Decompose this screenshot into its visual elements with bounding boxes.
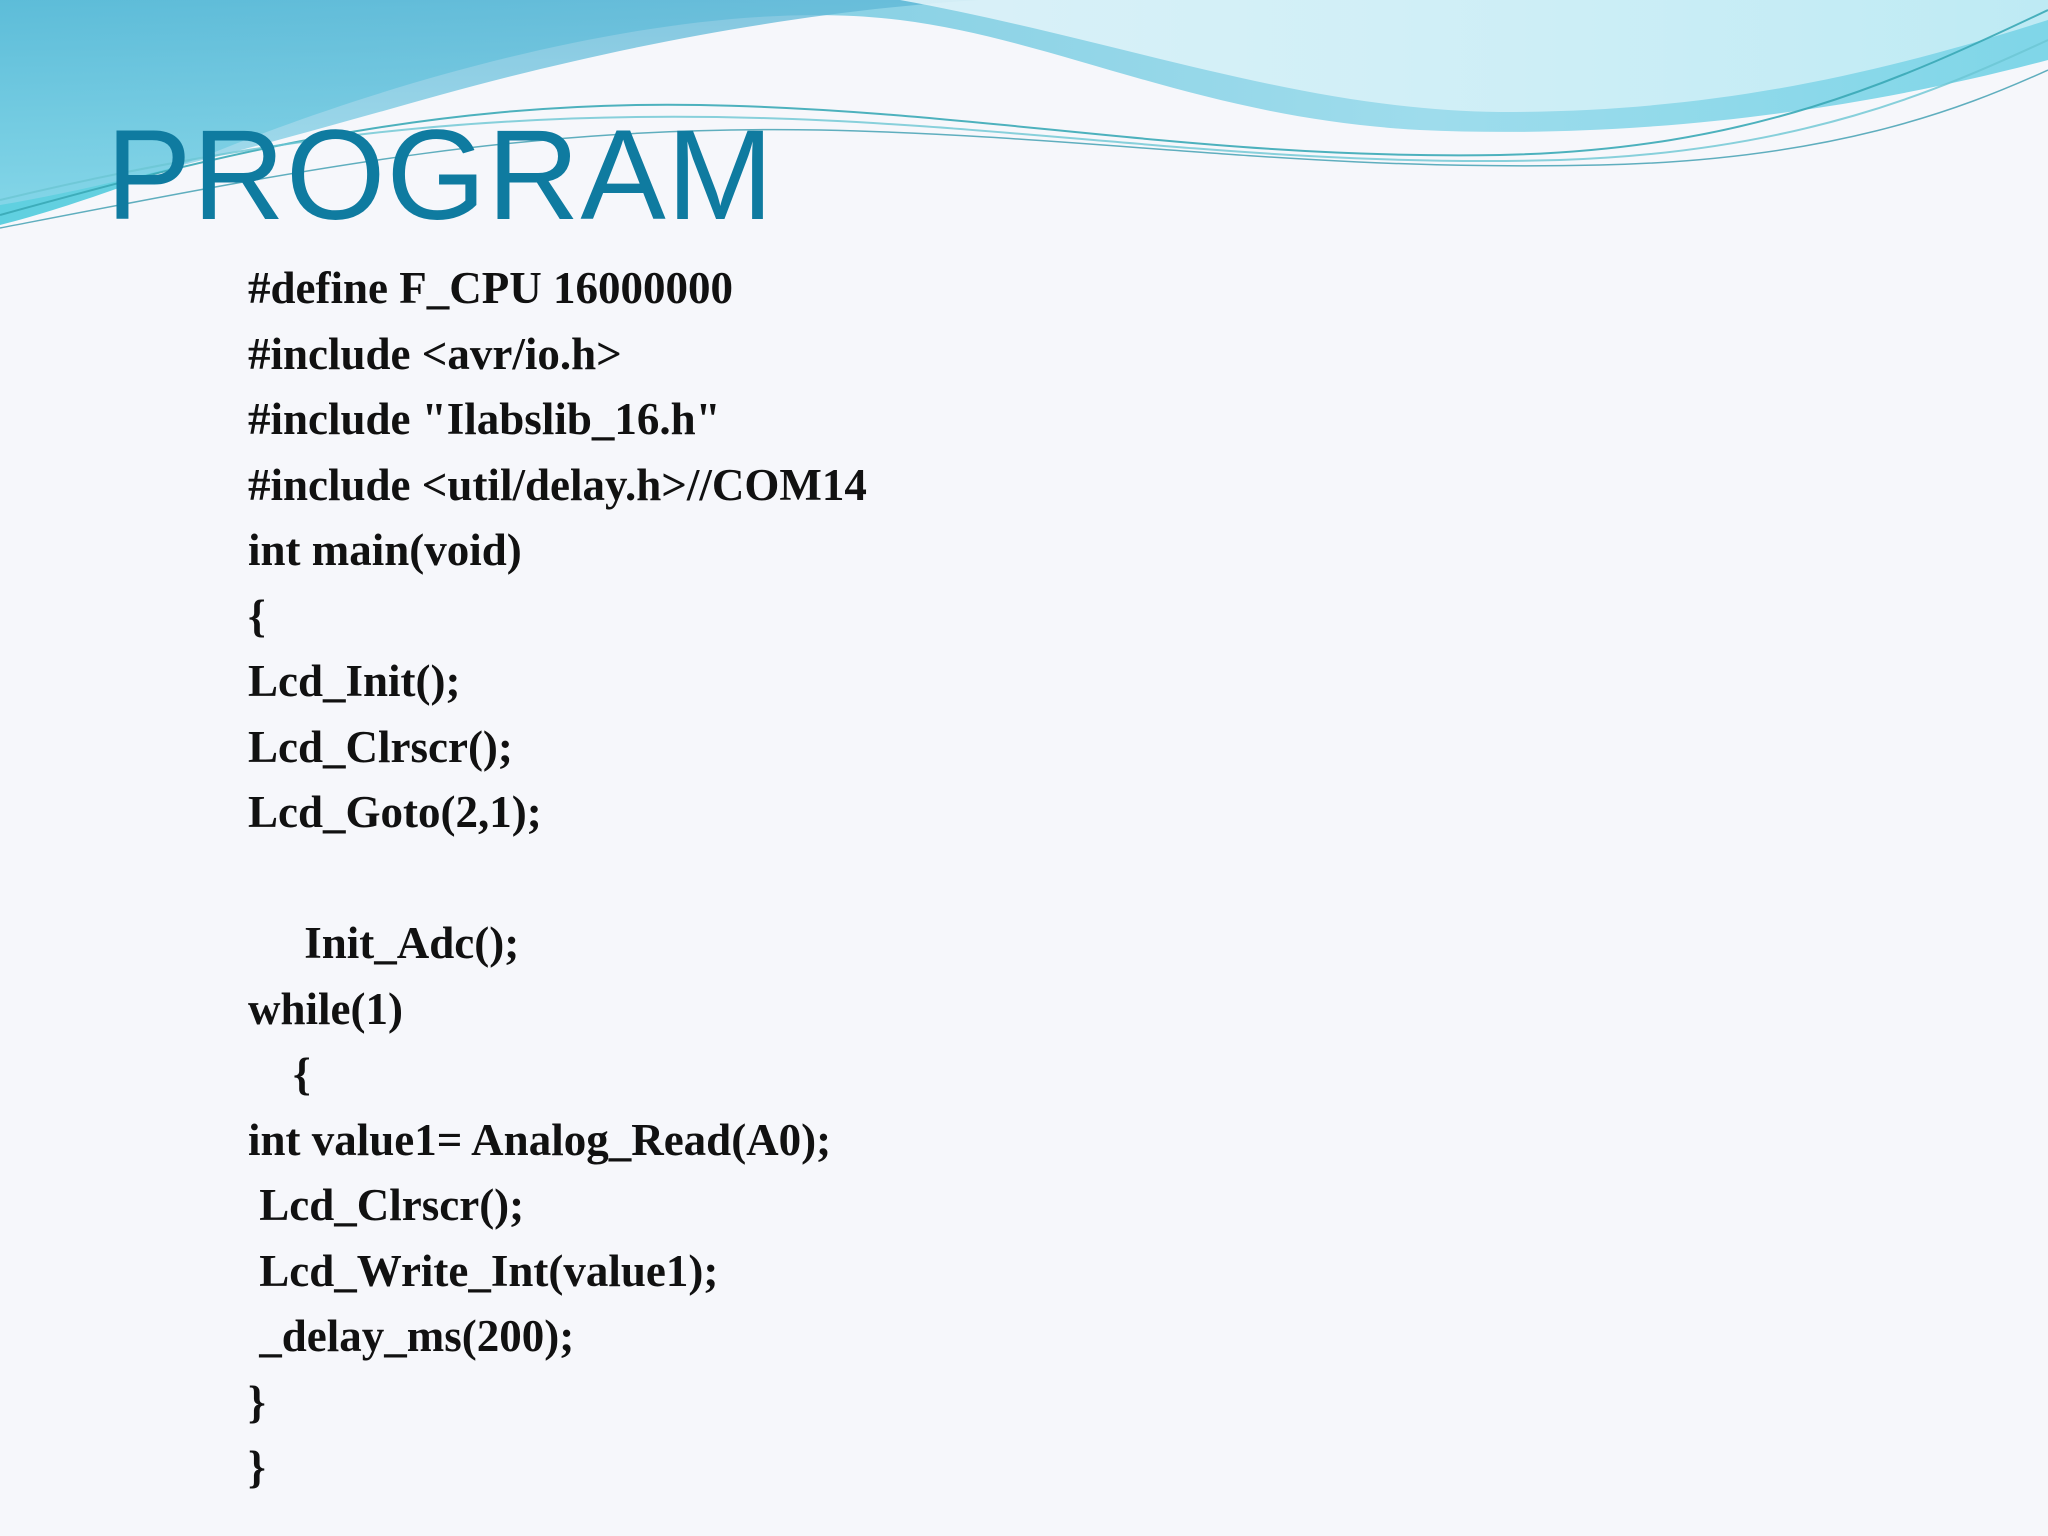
code-line: int value1= Analog_Read(A0); [248, 1114, 832, 1165]
code-line: } [248, 1442, 266, 1492]
code-line: #define F_CPU 16000000 [248, 263, 733, 313]
code-line: #include <avr/io.h> [248, 328, 622, 379]
slide-title: PROGRAM [106, 104, 775, 247]
code-line: Lcd_Goto(2,1); [248, 787, 542, 837]
code-line: Lcd_Write_Int(value1); [248, 1245, 719, 1296]
code-line: Lcd_Init(); [248, 656, 461, 706]
code-line: int main(void) [248, 525, 522, 575]
code-line: while(1) [248, 983, 403, 1034]
code-line-blank [248, 846, 867, 912]
code-line: { [248, 590, 266, 641]
code-line: } [248, 1376, 266, 1427]
code-line: _delay_ms(200); [248, 1311, 575, 1361]
code-line: #include "Ilabslib_16.h" [248, 394, 721, 444]
code-line: #include <util/delay.h>//COM14 [248, 459, 867, 510]
code-line: { [248, 1049, 311, 1099]
code-listing [248, 256, 867, 1501]
code-line: Lcd_Clrscr(); [248, 721, 513, 772]
code-line: Lcd_Clrscr(); [248, 1180, 525, 1230]
code-line: Init_Adc(); [248, 918, 520, 968]
